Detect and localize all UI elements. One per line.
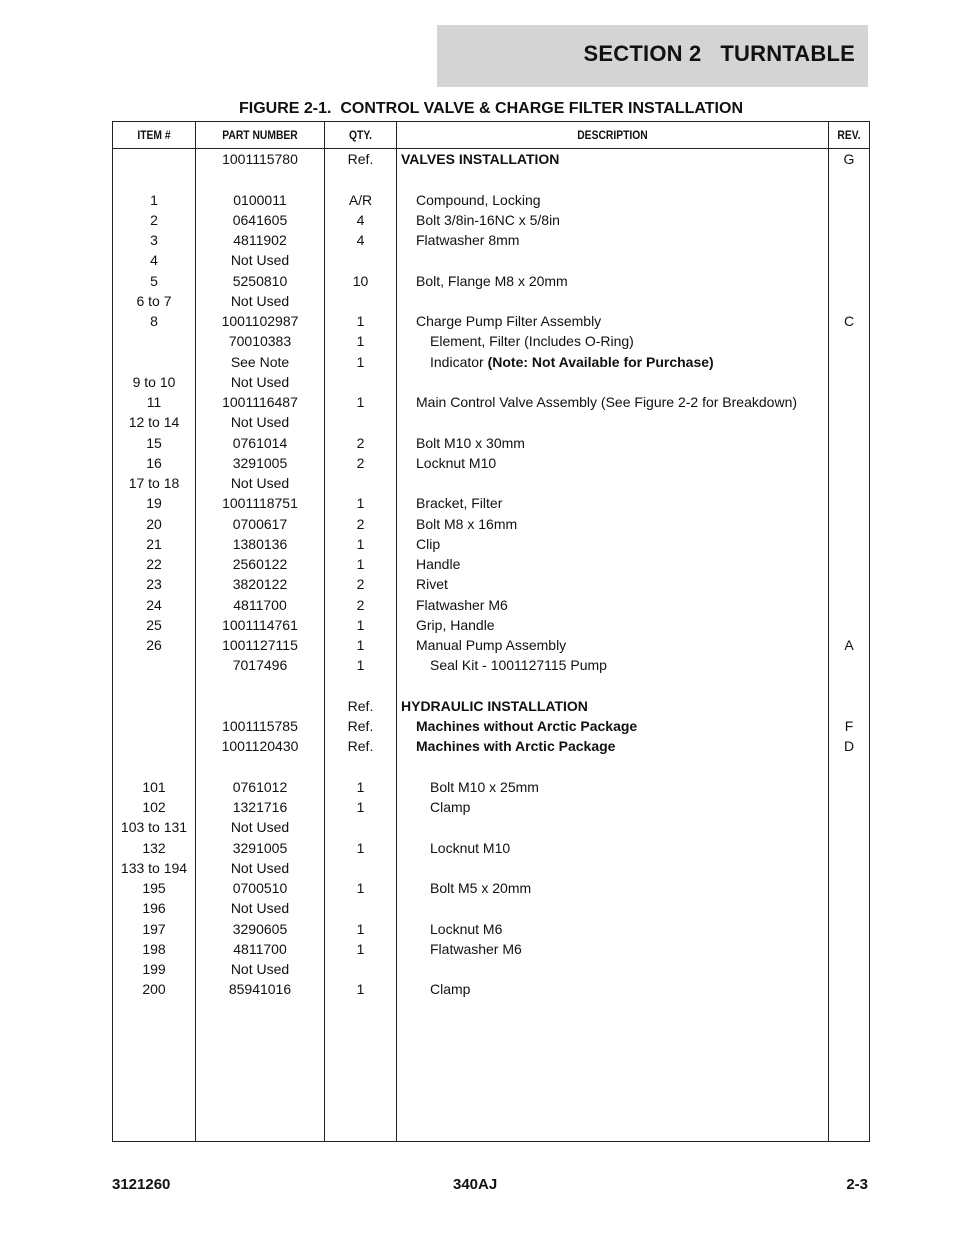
part-number: 1001118751: [222, 495, 298, 512]
table-row: [113, 757, 869, 777]
table-row: [113, 959, 869, 979]
item-number: 15: [146, 434, 162, 451]
table-row: [113, 878, 869, 898]
quantity: Ref.: [347, 738, 374, 755]
item-number: 196: [142, 900, 166, 917]
part-number: 0700510: [232, 880, 288, 896]
description: [430, 939, 522, 959]
part-number: 0100011: [233, 191, 287, 208]
section-banner: [437, 25, 868, 87]
header-part-number: PART NUMBER: [222, 128, 298, 142]
quantity: 1: [356, 657, 365, 674]
part-number: Not Used: [230, 475, 290, 491]
item-number: 1: [150, 191, 158, 208]
description-text: Bolt, Flange M8 x 20mm: [416, 272, 568, 289]
quantity: 10: [352, 272, 369, 289]
part-number: 7017496: [232, 657, 288, 674]
quantity: 2: [356, 515, 365, 532]
item-number: 9 to 10: [132, 373, 176, 390]
quantity: 1: [356, 394, 365, 410]
part-number: 1001114761: [222, 616, 298, 633]
quantity: 2: [356, 596, 365, 613]
table-row: [113, 311, 869, 331]
table-row: [113, 817, 869, 837]
description: [416, 635, 566, 655]
description: [416, 311, 601, 331]
table-header: [113, 122, 869, 149]
table-row: [113, 149, 869, 169]
description: [416, 595, 508, 615]
description-text: Machines with Arctic Package: [416, 738, 616, 755]
part-number: 3820122: [232, 576, 288, 593]
description: [416, 453, 496, 473]
item-number: 26: [146, 637, 162, 653]
revision: D: [843, 738, 855, 755]
part-number: Not Used: [230, 859, 290, 876]
table-row: [113, 453, 869, 473]
part-number: Not Used: [230, 252, 290, 269]
quantity: 1: [356, 920, 365, 937]
description: [416, 493, 502, 513]
description-text: Element, Filter (Includes O-Ring): [430, 333, 634, 350]
quantity: A/R: [348, 191, 373, 208]
description-text: Manual Pump Assembly: [416, 637, 567, 653]
description: [416, 574, 448, 594]
revision: A: [844, 637, 854, 653]
item-number: 6 to 7: [136, 292, 172, 309]
description-text: Bolt M8 x 16mm: [416, 515, 518, 532]
table-row: [113, 372, 869, 392]
quantity: 1: [356, 495, 365, 512]
parts-table: [112, 121, 870, 1142]
quantity: 1: [356, 313, 365, 329]
table-row: [113, 716, 869, 736]
part-number: 3290605: [232, 920, 288, 937]
quantity: 2: [356, 576, 365, 593]
table-row: [113, 574, 869, 594]
item-number: 23: [146, 576, 162, 593]
description-text: Bolt M10 x 30mm: [416, 434, 525, 451]
table-row: [113, 230, 869, 250]
description: [430, 878, 531, 898]
item-number: 132: [142, 839, 166, 856]
item-number: 11: [146, 394, 162, 410]
table-row: [113, 250, 869, 270]
quantity: 1: [356, 556, 365, 572]
item-number: 2: [150, 211, 158, 228]
description: [430, 777, 539, 797]
quantity: 1: [356, 616, 365, 633]
table-row: [113, 676, 869, 696]
description-text: Machines without Arctic Package: [416, 718, 638, 734]
description-text: Locknut M10: [430, 839, 511, 856]
item-number: 195: [142, 880, 166, 896]
table-row: [113, 514, 869, 534]
quantity: 1: [356, 839, 365, 856]
description-text: VALVES INSTALLATION: [401, 151, 560, 167]
description-text: Flatwasher 8mm: [416, 232, 520, 248]
description: [430, 655, 607, 675]
table-row: [113, 554, 869, 574]
table-row: [113, 736, 869, 756]
description: [430, 797, 470, 817]
section-title: SECTION 2 TURNTABLE: [583, 41, 855, 66]
description: [401, 696, 588, 716]
quantity: 1: [356, 637, 365, 653]
description-text: Seal Kit - 1001127115 Pump: [430, 657, 607, 674]
description-text: Main Control Valve Assembly (See Figure 2-2 for Breakdown): [416, 394, 798, 410]
figure-title: FIGURE 2-1. CONTROL VALVE & CHARGE FILTER INSTALLATION: [239, 100, 743, 117]
item-number: 17 to 18: [128, 475, 180, 491]
table-row: [113, 838, 869, 858]
table-row: [113, 939, 869, 959]
description-text: Bracket, Filter: [416, 495, 503, 512]
table-row: [113, 473, 869, 493]
description-text: Locknut M10: [416, 454, 497, 471]
table-row: [113, 331, 869, 351]
part-number: 4811700: [233, 940, 287, 957]
description: [416, 271, 568, 291]
table-row: [113, 169, 869, 189]
item-number: 22: [146, 556, 162, 572]
table-row: [113, 595, 869, 615]
item-number: 133 to 194: [120, 859, 188, 876]
quantity: 1: [356, 535, 365, 552]
description-text: Bolt M10 x 25mm: [430, 778, 539, 795]
footer-model: 340AJ: [453, 1176, 498, 1193]
description: [416, 615, 495, 635]
part-number: 1001120430: [221, 738, 299, 755]
part-number: 4811902: [233, 232, 287, 248]
item-number: 197: [142, 920, 166, 937]
header-item: ITEM #: [137, 128, 171, 142]
quantity: Ref.: [347, 151, 374, 167]
part-number: Not Used: [230, 414, 290, 431]
description: [416, 210, 560, 230]
part-number: 70010383: [228, 333, 292, 350]
description: [430, 352, 714, 372]
part-number: 1321716: [232, 799, 288, 815]
table-row: [113, 919, 869, 939]
header-description: DESCRIPTION: [577, 128, 648, 142]
part-number: Not Used: [230, 292, 290, 309]
footer-manual-number: 3121260: [112, 1176, 171, 1193]
part-number: 0761014: [232, 434, 288, 451]
part-number: 3291005: [232, 839, 288, 856]
description-text: Flatwasher M6: [430, 940, 522, 957]
item-number: 8: [150, 313, 158, 329]
part-number: 1001116487: [222, 394, 298, 410]
item-number: 102: [142, 799, 166, 815]
table-row: [113, 898, 869, 918]
quantity: 1: [356, 353, 365, 370]
part-number: 1380136: [232, 535, 288, 552]
description-text: Clip: [416, 535, 441, 552]
item-number: 5: [150, 272, 158, 289]
table-row: [113, 433, 869, 453]
description-text: Clamp: [430, 799, 471, 815]
table-row: [113, 392, 869, 412]
quantity: 4: [356, 211, 365, 228]
part-number: 2560122: [232, 556, 288, 572]
description: [430, 919, 502, 939]
header-rev: REV.: [837, 128, 861, 142]
quantity: 1: [356, 799, 365, 815]
description: [416, 736, 615, 756]
part-number: 0761012: [232, 778, 288, 795]
table-row: [113, 271, 869, 291]
item-number: 19: [146, 495, 162, 512]
description: [401, 149, 559, 169]
item-number: 25: [146, 616, 162, 633]
table-row: [113, 858, 869, 878]
quantity: 2: [356, 434, 365, 451]
description-text: Flatwasher M6: [416, 596, 508, 613]
description: [416, 190, 541, 210]
item-number: 20: [146, 515, 162, 532]
table-row: [113, 412, 869, 432]
revision: G: [843, 151, 855, 167]
footer-page-number: 2-3: [846, 1176, 868, 1193]
part-number: See Note: [230, 353, 290, 370]
table-row: [113, 190, 869, 210]
item-number: 12 to 14: [128, 414, 180, 431]
item-number: 101: [142, 778, 166, 795]
description: [416, 716, 637, 736]
quantity: 4: [356, 232, 365, 248]
table-row: [113, 797, 869, 817]
quantity: Ref.: [347, 697, 374, 714]
quantity: 2: [356, 454, 365, 471]
item-number: 21: [146, 535, 162, 552]
description-text: Charge Pump Filter Assembly: [416, 313, 602, 329]
part-number: Not Used: [230, 900, 290, 917]
part-number: Not Used: [230, 961, 290, 977]
item-number: 103 to 131: [120, 819, 188, 836]
table-row: [113, 979, 869, 999]
description: [416, 534, 440, 554]
part-number: 5250810: [232, 272, 288, 289]
item-number: 200: [142, 981, 166, 998]
item-number: 4: [150, 252, 158, 269]
table-row: [113, 655, 869, 675]
part-number: 0641605: [232, 211, 288, 228]
part-number: 3291005: [232, 454, 288, 471]
description-text: Compound, Locking: [416, 191, 541, 208]
part-number: Not Used: [230, 373, 290, 390]
item-number: 24: [146, 596, 162, 613]
description: [416, 392, 797, 412]
header-qty: QTY.: [349, 128, 372, 142]
description-text: Grip, Handle: [416, 616, 495, 633]
revision: C: [843, 313, 855, 329]
description-text: HYDRAULIC INSTALLATION: [401, 697, 588, 714]
part-number: Not Used: [230, 819, 290, 836]
table-row: [113, 615, 869, 635]
description: [430, 331, 634, 351]
description-note: (Note: Not Available for Purchase): [487, 353, 714, 370]
item-number: 199: [142, 961, 166, 977]
description: [416, 554, 460, 574]
quantity: 1: [356, 940, 365, 957]
table-row: [113, 534, 869, 554]
table-row: [113, 696, 869, 716]
description-text: Handle: [416, 556, 461, 572]
part-number: 1001115780: [222, 151, 298, 167]
quantity: Ref.: [347, 718, 374, 734]
table-row: [113, 291, 869, 311]
quantity: 1: [356, 333, 365, 350]
table-row: [113, 352, 869, 372]
description-text: Clamp: [430, 981, 471, 998]
part-number: 0700617: [232, 515, 288, 532]
part-number: 1001102987: [221, 313, 299, 329]
description-text: Indicator: [430, 353, 488, 370]
table-body: [113, 149, 869, 1000]
description-text: Bolt 3/8in-16NC x 5/8in: [416, 211, 560, 228]
description: [430, 838, 510, 858]
description-text: Bolt M5 x 20mm: [430, 880, 532, 896]
description-text: Locknut M6: [430, 920, 503, 937]
table-row: [113, 635, 869, 655]
part-number: 85941016: [228, 981, 292, 998]
description: [416, 230, 519, 250]
quantity: 1: [356, 981, 365, 998]
item-number: 3: [150, 232, 158, 248]
item-number: 198: [142, 940, 166, 957]
part-number: 4811700: [233, 596, 287, 613]
revision: F: [844, 718, 854, 734]
part-number: 1001127115: [222, 637, 298, 653]
table-row: [113, 493, 869, 513]
quantity: 1: [356, 778, 365, 795]
description-text: Rivet: [416, 576, 448, 593]
table-row: [113, 777, 869, 797]
quantity: 1: [356, 880, 365, 896]
part-number: 1001115785: [222, 718, 298, 734]
description: [430, 979, 470, 999]
table-row: [113, 210, 869, 230]
item-number: 16: [146, 454, 162, 471]
description: [416, 514, 517, 534]
description: [416, 433, 525, 453]
